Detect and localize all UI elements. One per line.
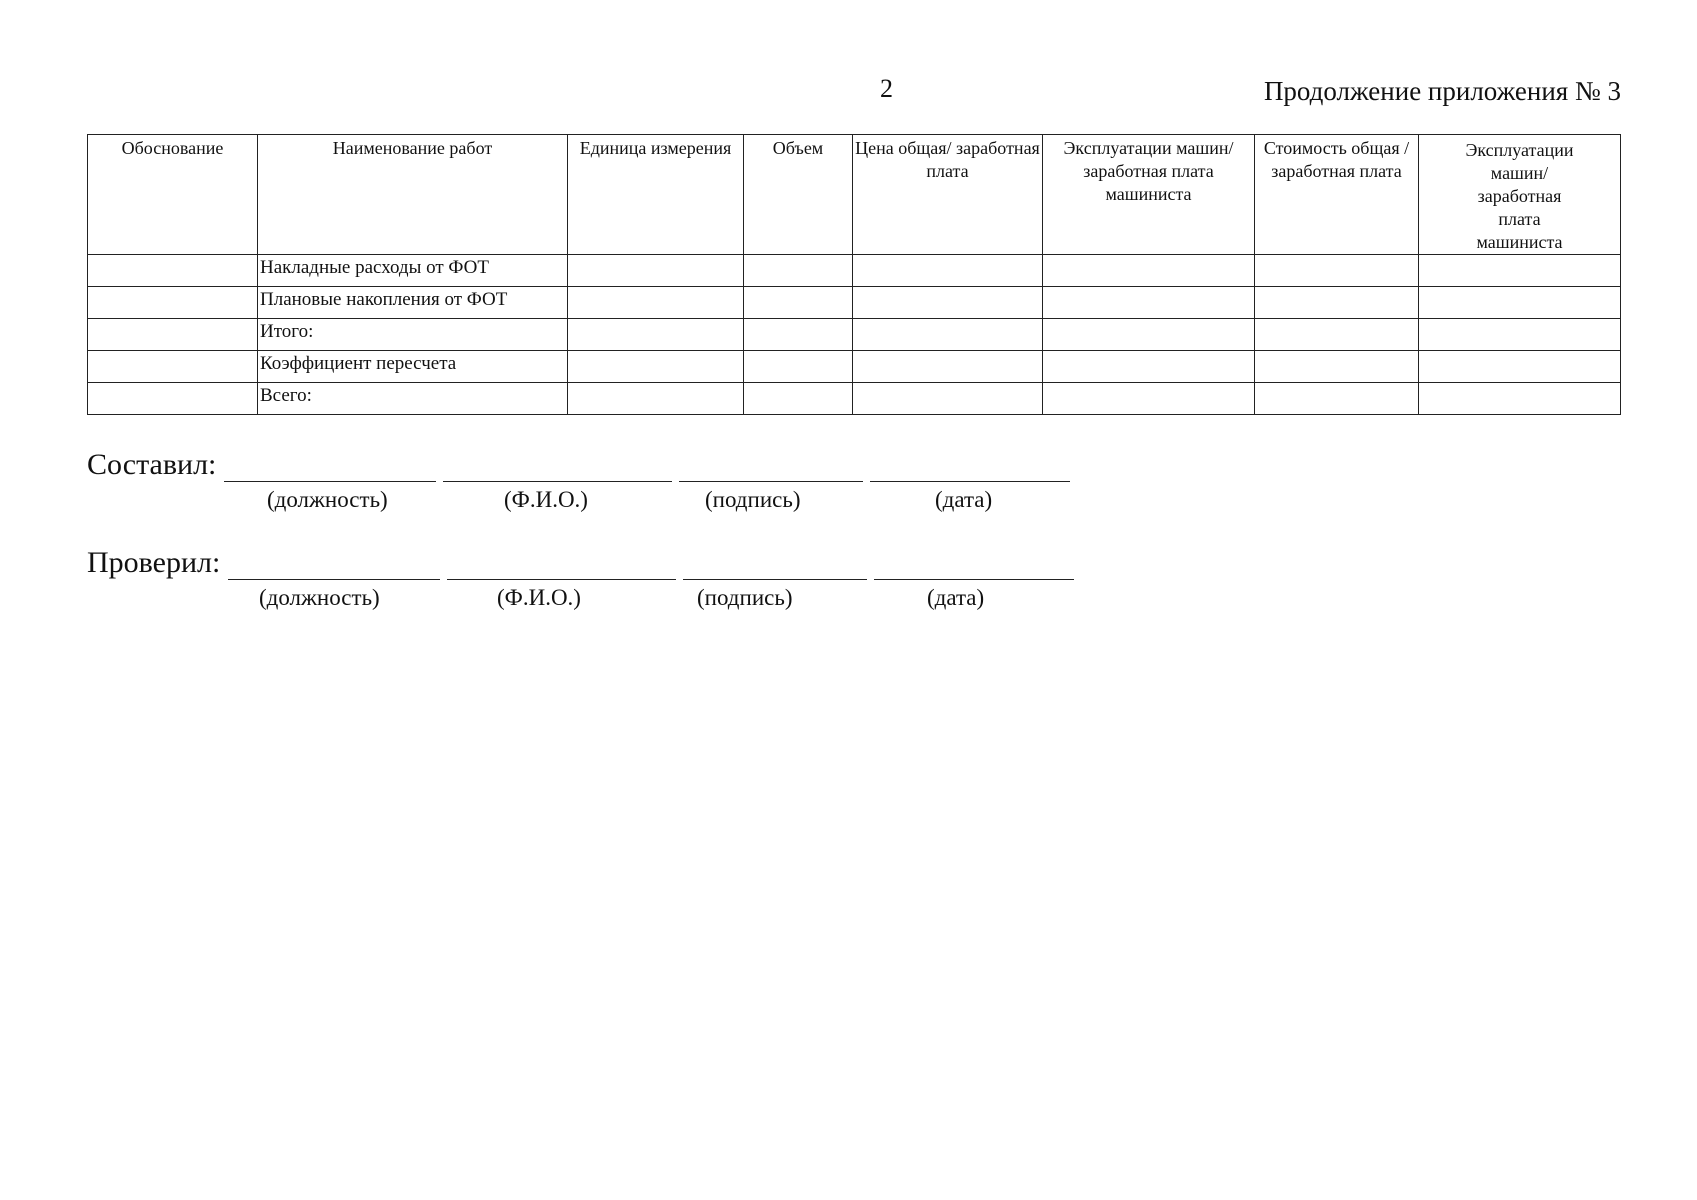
table-header-row bbox=[88, 135, 1621, 255]
table-cell[interactable] bbox=[1255, 319, 1419, 351]
work-name-cell: Коэффициент пересчета bbox=[258, 351, 568, 383]
position-line[interactable] bbox=[228, 549, 440, 580]
table-cell[interactable] bbox=[1043, 383, 1255, 415]
checked-label: Проверил: bbox=[87, 546, 221, 579]
page-number: 2 bbox=[880, 74, 893, 103]
position-caption: (должность) bbox=[259, 585, 380, 610]
table-cell[interactable] bbox=[88, 319, 258, 351]
table-cell[interactable] bbox=[88, 255, 258, 287]
table-row bbox=[88, 351, 1621, 383]
signature-caption: (подпись) bbox=[705, 487, 801, 512]
table-cell[interactable] bbox=[1043, 351, 1255, 383]
position-line[interactable] bbox=[224, 451, 436, 482]
table-cell[interactable] bbox=[853, 255, 1043, 287]
table-cell[interactable] bbox=[1255, 351, 1419, 383]
table-cell[interactable] bbox=[1419, 287, 1621, 319]
work-name-cell: Плановые накопления от ФОТ bbox=[258, 287, 568, 319]
table-cell[interactable] bbox=[853, 287, 1043, 319]
table-cell[interactable] bbox=[853, 383, 1043, 415]
table-cell[interactable] bbox=[1419, 319, 1621, 351]
table-cell[interactable] bbox=[568, 383, 744, 415]
work-name-cell: Итого: bbox=[258, 319, 568, 351]
table-row bbox=[88, 319, 1621, 351]
table-row bbox=[88, 255, 1621, 287]
date-line[interactable] bbox=[874, 549, 1074, 580]
table-cell[interactable] bbox=[853, 319, 1043, 351]
table-cell[interactable] bbox=[1419, 255, 1621, 287]
column-header-volume: Объем bbox=[744, 135, 853, 255]
checked-signature-block bbox=[87, 540, 1087, 614]
column-header-machine-operation-total: Эксплуатации машин/ заработная плата машиниста bbox=[1419, 135, 1621, 255]
work-name-cell: Всего: bbox=[258, 383, 568, 415]
table-cell[interactable] bbox=[1255, 287, 1419, 319]
table-cell[interactable] bbox=[1043, 287, 1255, 319]
table-cell[interactable] bbox=[744, 255, 853, 287]
table-cell[interactable] bbox=[88, 383, 258, 415]
table-cell[interactable] bbox=[1255, 255, 1419, 287]
table-cell[interactable] bbox=[568, 255, 744, 287]
column-header-machine-operation: Эксплуатации машин/ заработная плата машиниста bbox=[1043, 135, 1255, 255]
table-cell[interactable] bbox=[568, 287, 744, 319]
table-cell[interactable] bbox=[853, 351, 1043, 383]
table-cell[interactable] bbox=[88, 351, 258, 383]
compiled-signature-block bbox=[87, 442, 1087, 516]
name-caption: (Ф.И.О.) bbox=[504, 487, 588, 512]
table-row bbox=[88, 383, 1621, 415]
column-header-unit: Единица измерения bbox=[568, 135, 744, 255]
compiled-label: Составил: bbox=[87, 448, 217, 481]
table-cell[interactable] bbox=[568, 319, 744, 351]
table-cell[interactable] bbox=[744, 287, 853, 319]
signature-caption: (подпись) bbox=[697, 585, 793, 610]
appendix-note: Продолжение приложения № 3 bbox=[1263, 76, 1621, 106]
table-cell[interactable] bbox=[744, 351, 853, 383]
date-caption: (дата) bbox=[927, 585, 985, 610]
table-row bbox=[88, 287, 1621, 319]
column-header-basis: Обоснование bbox=[88, 135, 258, 255]
date-caption: (дата) bbox=[935, 487, 993, 512]
table-cell[interactable] bbox=[568, 351, 744, 383]
column-header-total-cost: Стоимость общая / заработная плата bbox=[1255, 135, 1419, 255]
position-caption: (должность) bbox=[267, 487, 388, 512]
name-line[interactable] bbox=[443, 451, 672, 482]
table-cell[interactable] bbox=[744, 319, 853, 351]
table-cell[interactable] bbox=[88, 287, 258, 319]
column-header-price: Цена общая/ заработная плата bbox=[853, 135, 1043, 255]
estimate-table bbox=[87, 134, 1621, 415]
table-cell[interactable] bbox=[1043, 319, 1255, 351]
table-cell[interactable] bbox=[1419, 383, 1621, 415]
column-header-work-name: Наименование работ bbox=[258, 135, 568, 255]
signature-line[interactable] bbox=[679, 451, 863, 482]
signature-line[interactable] bbox=[683, 549, 867, 580]
work-name-cell: Накладные расходы от ФОТ bbox=[258, 255, 568, 287]
table-cell[interactable] bbox=[1419, 351, 1621, 383]
table-cell[interactable] bbox=[744, 383, 853, 415]
date-line[interactable] bbox=[870, 451, 1070, 482]
name-caption: (Ф.И.О.) bbox=[497, 585, 581, 610]
table-cell[interactable] bbox=[1255, 383, 1419, 415]
table-cell[interactable] bbox=[1043, 255, 1255, 287]
name-line[interactable] bbox=[447, 549, 676, 580]
